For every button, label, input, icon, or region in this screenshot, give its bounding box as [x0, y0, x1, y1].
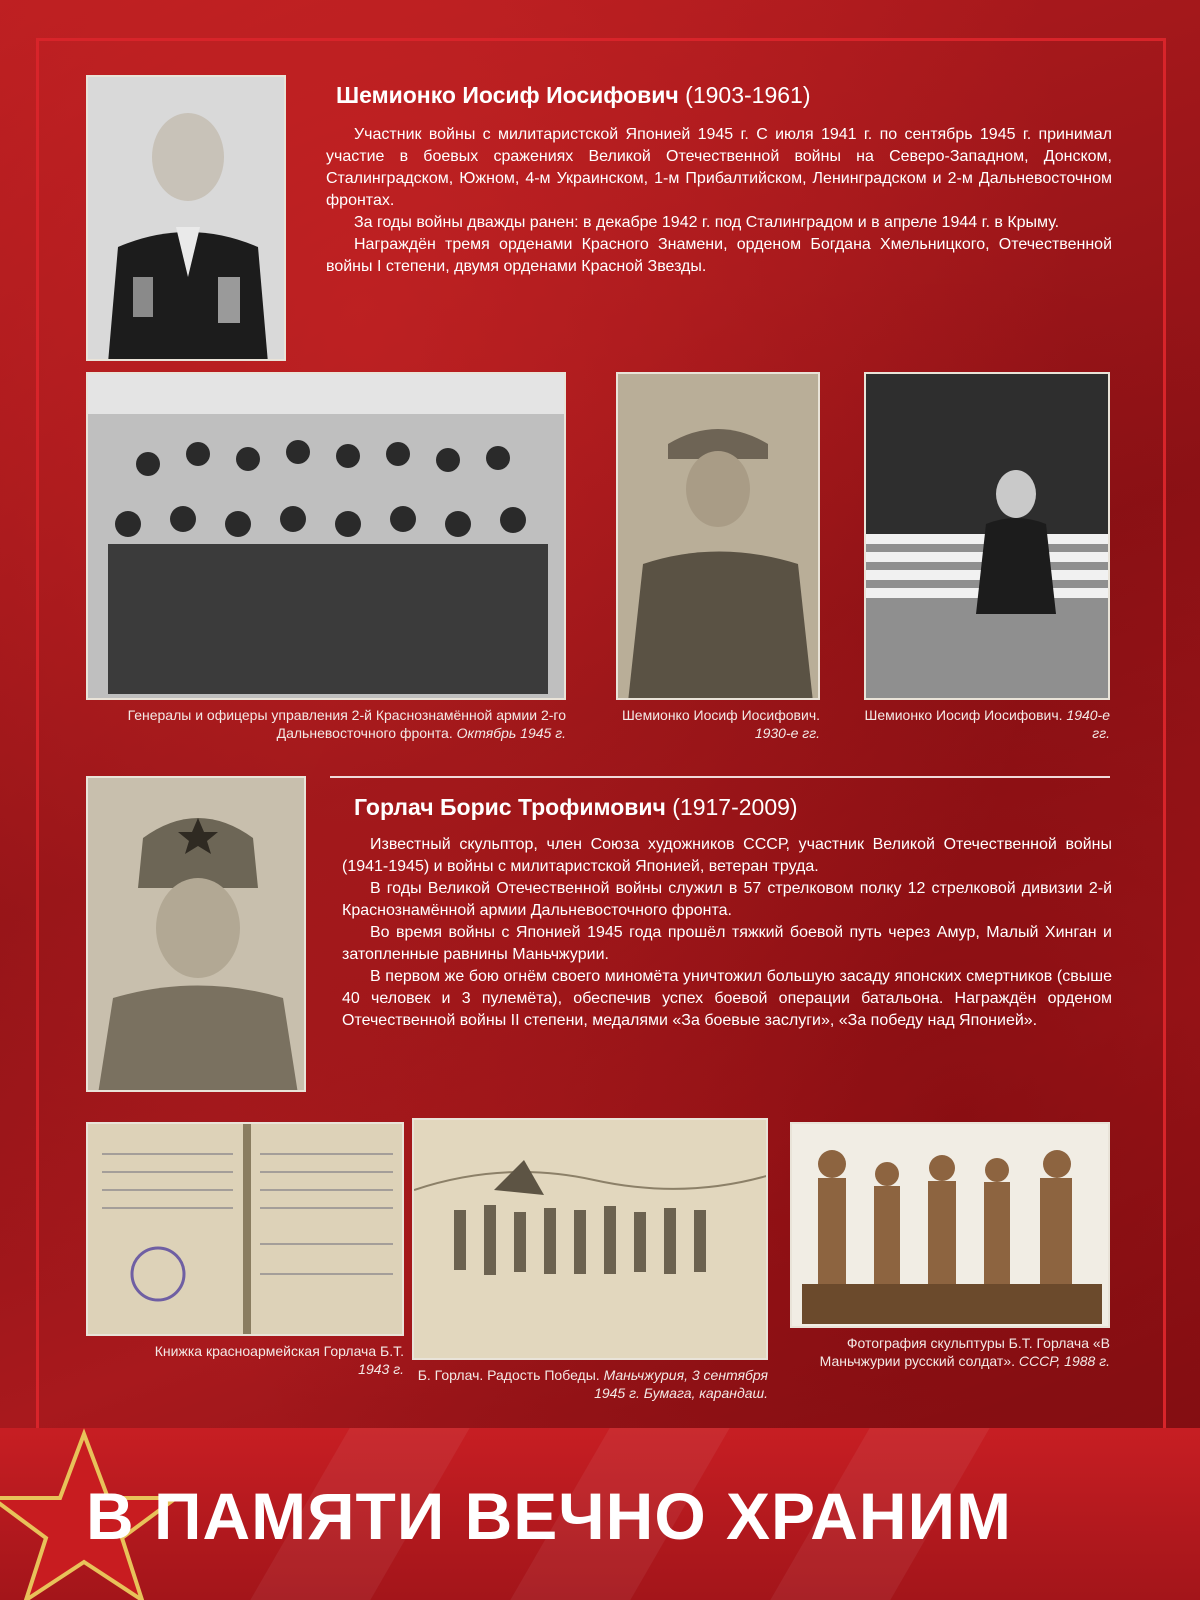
- person2-bio-paragraph: Известный скульптор, член Союза художников СССР, участник Великой Отечественной войны (1941-1945) и войны с милитаристской Японией, ветеран труда.: [342, 836, 1112, 875]
- section-divider: [330, 776, 1110, 778]
- caption-shemionko-1930s: [616, 706, 820, 742]
- caption-sculpture: [790, 1334, 1110, 1370]
- person2-years: (1917-2009): [672, 794, 798, 820]
- portrait-shemionko: [86, 75, 286, 361]
- photo-shemionko-1930s: [616, 372, 820, 700]
- photo-shemionko-1940s: [864, 372, 1110, 700]
- caption-red-army-book-text: Книжка красноармейская Горлача Б.Т.: [154, 1343, 404, 1359]
- caption-victory-drawing-date: Маньчжурия, 3 сентября 1945 г. Бумага, карандаш.: [594, 1367, 768, 1401]
- person2-heading: [354, 794, 798, 821]
- caption-officers-group: [86, 706, 566, 742]
- caption-shemionko-1930s-text: Шемионко Иосиф Иосифович.: [621, 707, 820, 723]
- photo-victory-drawing: [412, 1118, 768, 1360]
- caption-shemionko-1940s-date: 1940-е гг.: [1066, 707, 1110, 741]
- person1-heading: [336, 82, 810, 109]
- portrait-shemionko-figure: [88, 77, 286, 361]
- caption-sculpture-text: Фотография скульптуры Б.Т. Горлача «В Маньчжурии русский солдат».: [819, 1335, 1110, 1369]
- person1-bio-paragraph: Награждён тремя орденами Красного Знамени, орденом Богдана Хмельницкого, Отечественной войны I степени, двумя орденами Красной Звезды.: [326, 236, 1112, 275]
- person1-bio-paragraph: Участник войны с милитаристской Японией 1945 г. С июля 1941 г. по сентябрь 1945 г. принимал участие в боевых сражениях Великой Отечественной войны на Северо-Западном, Донском, Сталинградском, Южном, 4-м Украинском, 1-м Прибалтийском, Ленинградском и 2-м Дальневосточном фронтах.: [326, 126, 1112, 209]
- caption-sculpture-date: СССР, 1988 г.: [1018, 1353, 1110, 1369]
- photo-shemionko-1940s-figure: [866, 374, 1110, 700]
- caption-red-army-book-date: 1943 г.: [358, 1361, 404, 1377]
- memorial-banner: [0, 1428, 1200, 1600]
- photo-sculpture: [790, 1122, 1110, 1328]
- photo-shemionko-1930s-figure: [618, 374, 820, 700]
- caption-shemionko-1940s: [850, 706, 1110, 742]
- photo-sculpture-figure: [792, 1124, 1110, 1328]
- caption-victory-drawing: [412, 1366, 768, 1402]
- photo-red-army-book: [86, 1122, 404, 1336]
- person2-bio: [342, 834, 1112, 1032]
- photo-red-army-book-figure: [88, 1124, 404, 1336]
- caption-officers-group-text: Генералы и офицеры управления 2-й Краснознамённой армии 2-го Дальневосточного фронта.: [127, 707, 566, 741]
- person1-bio-paragraph: За годы войны дважды ранен: в декабре 1942 г. под Сталинградом и в апреле 1944 г. в Крыму.: [354, 214, 1060, 231]
- photo-victory-drawing-figure: [414, 1120, 768, 1360]
- banner-title: В ПАМЯТИ ВЕЧНО ХРАНИМ: [86, 1479, 1012, 1553]
- person2-bio-paragraph: Во время войны с Японией 1945 года прошёл тяжкий боевой путь через Амур, Малый Хинган и затопленные равнины Маньчжурии.: [342, 924, 1112, 963]
- caption-shemionko-1930s-date: 1930-е гг.: [754, 725, 820, 741]
- portrait-gorlach-figure: [88, 778, 306, 1092]
- caption-officers-group-date: Октябрь 1945 г.: [456, 725, 566, 741]
- caption-shemionko-1940s-text: Шемионко Иосиф Иосифович.: [864, 707, 1063, 723]
- person2-bio-paragraph: В первом же бою огнём своего миномёта уничтожил большую засаду японских смертников (свыше 40 человек и 3 пулемёта), обеспечив успех боевой операции батальона. Награждён орденом Отечественной войны II степени, медалями «За боевые заслуги», «За победу над Японией».: [342, 968, 1112, 1029]
- person1-years: (1903-1961): [685, 82, 811, 108]
- photo-officers-group-figure: [88, 374, 566, 700]
- person2-name: Горлач Борис Трофимович: [354, 794, 666, 820]
- caption-red-army-book: [60, 1342, 404, 1378]
- photo-officers-group: [86, 372, 566, 700]
- person1-bio: [326, 124, 1112, 278]
- caption-victory-drawing-text: Б. Горлач. Радость Победы.: [417, 1367, 600, 1383]
- person2-bio-paragraph: В годы Великой Отечественной войны служил в 57 стрелковом полку 12 стрелковой дивизии 2-й Краснознамённой армии Дальневосточного фронта.: [342, 880, 1112, 919]
- person1-name: Шемионко Иосиф Иосифович: [336, 82, 679, 108]
- portrait-gorlach: [86, 776, 306, 1092]
